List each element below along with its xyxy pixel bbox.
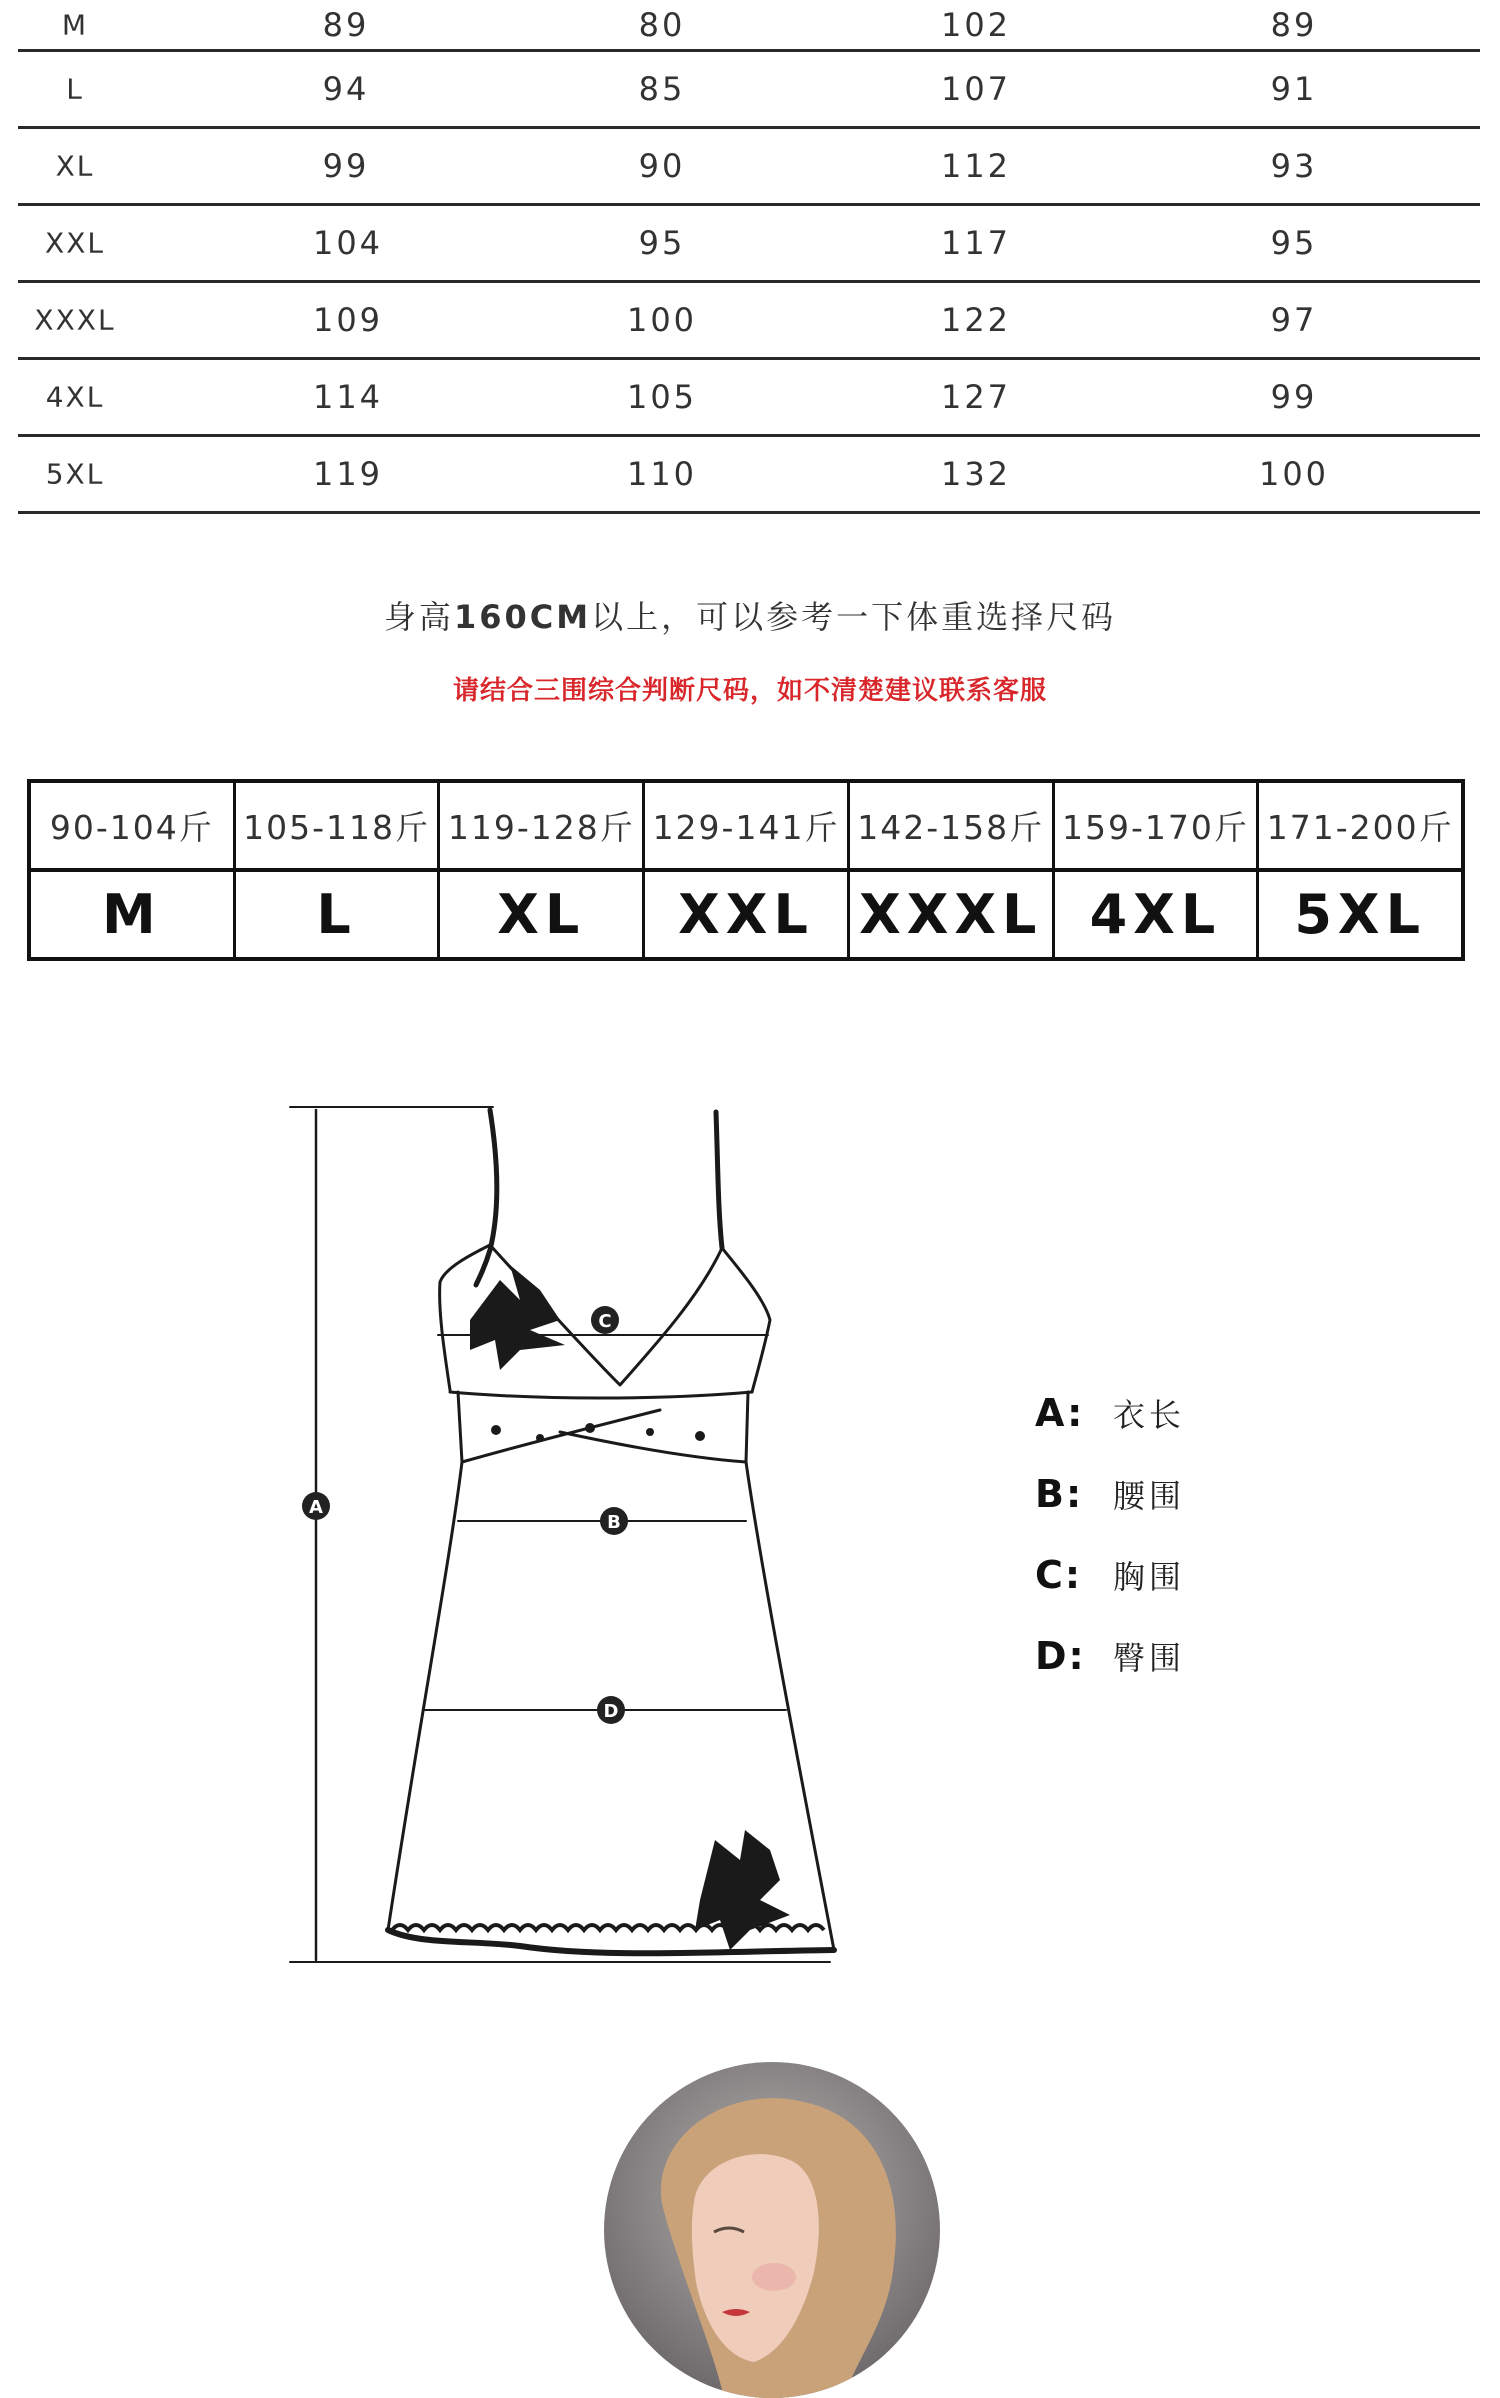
weight-cell: 129-141斤	[645, 783, 850, 868]
model-photo	[604, 2062, 940, 2398]
measurement-legend	[1035, 1372, 1185, 1696]
legend-label: 衣长	[1113, 1395, 1186, 1434]
legend-item	[1035, 1615, 1185, 1696]
legend-label: 胸围	[1113, 1557, 1186, 1596]
measure-cell: 107	[940, 70, 1012, 108]
table-row	[18, 360, 1480, 437]
legend-item	[1035, 1372, 1185, 1453]
size-cell: 5XL	[45, 457, 105, 491]
marker-d	[597, 1696, 625, 1724]
right-strap	[716, 1112, 722, 1248]
weight-cell: 105-118斤	[236, 783, 441, 868]
table-row	[18, 206, 1480, 283]
weight-cell: 171-200斤	[1266, 808, 1454, 847]
marker-b-label: B	[607, 1512, 621, 1533]
legend-label: 臀围	[1113, 1638, 1186, 1677]
size-cell: XL	[440, 872, 645, 957]
lace-dot	[491, 1425, 501, 1435]
measure-cell: 99	[322, 147, 370, 185]
blush	[752, 2263, 796, 2291]
measure-cell: 104	[312, 224, 384, 262]
measure-cell: 110	[626, 455, 698, 493]
marker-d-label: D	[603, 1701, 619, 1722]
measure-cell: 89	[322, 5, 370, 44]
measure-cell: 119	[312, 455, 384, 493]
weight-cell: 90-104斤	[31, 783, 236, 868]
marker-a-label: A	[309, 1497, 323, 1518]
skirt-left	[388, 1462, 462, 1930]
measure-cell: 99	[1270, 378, 1318, 416]
legend-key: B:	[1035, 1471, 1084, 1516]
table-row	[18, 437, 1480, 514]
garment-diagram	[0, 1080, 1500, 1980]
measure-cell: 112	[940, 147, 1012, 185]
measure-cell: 91	[1270, 70, 1318, 108]
weight-size-table	[27, 779, 1465, 961]
lace-dot	[646, 1428, 654, 1436]
lace-dot	[536, 1434, 544, 1442]
flower-top-icon	[470, 1265, 565, 1370]
measure-cell: 89	[1270, 5, 1318, 44]
table-row	[18, 129, 1480, 206]
measure-cell: 102	[940, 5, 1012, 44]
size-cell: L	[66, 72, 84, 106]
measure-cell: 122	[940, 301, 1012, 339]
size-cell: M	[61, 8, 89, 41]
measure-cell: 100	[626, 301, 698, 339]
size-measurement-table	[18, 0, 1480, 514]
lace-dot	[585, 1423, 595, 1433]
legend-item	[1035, 1453, 1185, 1534]
height-note	[0, 592, 1500, 638]
size-cell: XXXL	[34, 303, 116, 337]
customer-service-note: 请结合三围综合判断尺码，如不清楚建议联系客服	[452, 676, 1047, 706]
table-row	[18, 0, 1480, 52]
size-cell: XXL	[645, 872, 850, 957]
height-note-value: 160CM	[453, 598, 592, 636]
height-note-prefix: 身高	[383, 598, 454, 636]
left-strap	[476, 1110, 497, 1285]
marker-c-label: C	[598, 1311, 612, 1332]
height-note-suffix: 以上，可以参考一下体重选择尺码	[591, 598, 1117, 636]
measure-cell: 105	[626, 378, 698, 416]
underbust-seam	[450, 1392, 752, 1398]
measure-cell: 117	[940, 224, 1012, 262]
measure-cell: 93	[1270, 147, 1318, 185]
size-cell: 4XL	[45, 380, 105, 414]
size-cell: 4XL	[1055, 872, 1260, 957]
measure-cell: 109	[312, 301, 384, 339]
weight-cell: 142-158斤	[850, 783, 1055, 868]
measure-cell: 97	[1270, 301, 1318, 339]
size-row	[31, 872, 1461, 957]
measure-cell: 95	[638, 224, 686, 262]
measure-cell: 90	[638, 147, 686, 185]
size-cell: XXXL	[850, 872, 1055, 957]
legend-key: A:	[1035, 1390, 1085, 1435]
marker-a	[302, 1492, 330, 1520]
weight-row	[31, 783, 1461, 872]
weight-cell: 119-128斤	[440, 783, 645, 868]
legend-item	[1035, 1534, 1185, 1615]
size-cell: M	[31, 872, 236, 957]
table-row	[18, 52, 1480, 129]
measure-cell: 132	[940, 455, 1012, 493]
legend-key: C:	[1035, 1552, 1083, 1597]
size-cell: 5XL	[1294, 883, 1426, 946]
measure-cell: 114	[312, 378, 384, 416]
measure-cell: 85	[638, 70, 686, 108]
marker-c	[591, 1306, 619, 1334]
table-row	[18, 283, 1480, 360]
hem	[388, 1930, 834, 1953]
size-cell: XL	[55, 149, 95, 183]
legend-label: 腰围	[1113, 1476, 1186, 1515]
size-cell: L	[236, 872, 441, 957]
lace-dot	[695, 1431, 705, 1441]
measure-cell: 94	[322, 70, 370, 108]
measure-cell: 100	[1258, 455, 1330, 493]
lace-decoration	[470, 1265, 790, 1950]
measure-cell: 80	[638, 5, 686, 44]
weight-cell: 159-170斤	[1055, 783, 1260, 868]
legend-key: D:	[1035, 1633, 1086, 1678]
size-cell: XXL	[45, 226, 105, 260]
measure-cell: 127	[940, 378, 1012, 416]
measure-cell: 95	[1270, 224, 1318, 262]
marker-b	[600, 1507, 628, 1535]
